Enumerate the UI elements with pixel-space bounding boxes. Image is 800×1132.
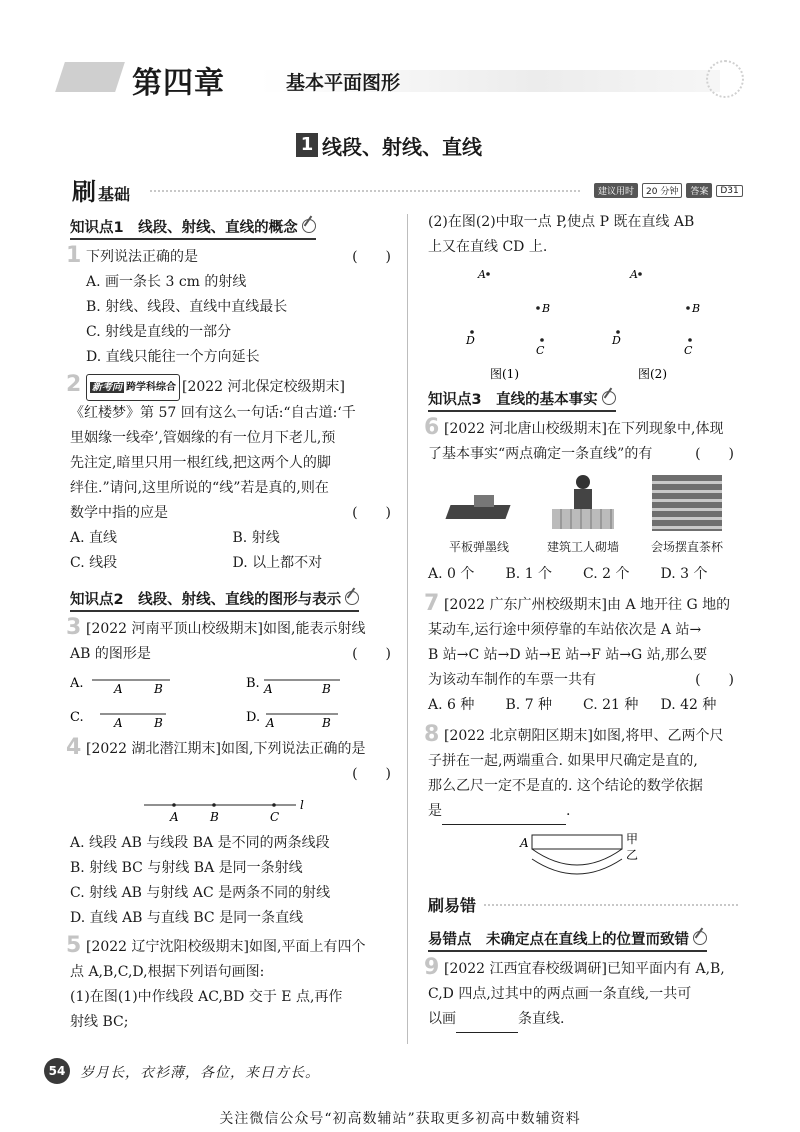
q4-label-b: B xyxy=(210,810,219,824)
q3-option-d-label: D. xyxy=(246,710,261,725)
tag-new: 新考向 xyxy=(92,382,122,393)
ruler-yi-edge xyxy=(532,849,622,865)
ruler-jia xyxy=(532,835,622,849)
answer-paren: ( ) xyxy=(695,672,734,688)
q1-option-b: B. 射线、线段、直线中直线最长 xyxy=(86,299,288,315)
q7-line1: [2022 广东广州校级期末]由 A 地开往 G 地的 xyxy=(444,597,731,613)
q8-label-jia: 甲 xyxy=(626,832,639,846)
question-number: 5 xyxy=(66,933,82,958)
question-1 xyxy=(66,243,395,370)
q2-line1: 《红楼梦》第 57 回有这么一句话:“自古道:‘千 xyxy=(70,405,356,421)
q1-option-a: A. 画一条长 3 cm 的射线 xyxy=(86,274,247,290)
photo-bricklaying xyxy=(538,475,628,560)
q9-line2: C,D 四点,过其中的两点画一条直线,一共可 xyxy=(428,986,692,1002)
q8-line3: 那么乙尺一定不是直的. 这个结论的数学依据 xyxy=(428,778,703,794)
q4-point-b xyxy=(212,803,216,807)
question-3 xyxy=(66,615,395,727)
q9-line1: [2022 江西宜春校级调研]已知平面内有 A,B, xyxy=(444,961,725,977)
fig2-point-b xyxy=(686,306,690,310)
shua-yicuo-heading xyxy=(428,893,738,916)
shua-big: 刷 xyxy=(72,178,96,206)
q3-d-pt-b: B xyxy=(322,716,331,727)
right-column xyxy=(424,210,738,1035)
fig1-point-b xyxy=(536,306,540,310)
q2-option-c: C. 线段 xyxy=(70,555,118,571)
q4-point-a xyxy=(172,803,176,807)
q9-line4: 条直线. xyxy=(518,1011,565,1027)
q4-option-d: D. 直线 AB 与直线 BC 是同一条直线 xyxy=(70,910,304,926)
answer-paren: ( ) xyxy=(352,646,391,662)
photo-caption-3: 会场摆直茶杯 xyxy=(650,540,723,554)
chapter-banner xyxy=(60,56,750,102)
q6-option-b: B. 1 个 xyxy=(505,566,553,582)
q8-line5: . xyxy=(566,803,571,819)
q6-option-d: D. 3 个 xyxy=(660,566,708,582)
tag-text: 跨学科综合 xyxy=(126,382,176,393)
banner-decoration-icon xyxy=(706,60,744,98)
knowledge-point-3 xyxy=(428,388,616,409)
q4-option-a: A. 线段 AB 与线段 BA 是不同的两条线段 xyxy=(70,835,330,851)
photo-caption-2: 建筑工人砌墙 xyxy=(546,540,619,554)
q7-option-c: C. 21 种 xyxy=(583,697,639,713)
shua-small: 基础 xyxy=(98,185,131,204)
q3-line1: [2022 河南平顶山校级期末]如图,能表示射线 xyxy=(86,621,366,637)
q7-options xyxy=(428,693,738,718)
question-9 xyxy=(424,955,738,1033)
time-info xyxy=(594,183,743,198)
q2-line2: 里姻缘一线牵’,管姻缘的有一位月下老儿,预 xyxy=(70,430,336,446)
time-label: 建议用时 xyxy=(594,183,638,198)
q1-option-c: C. 射线是直线的一部分 xyxy=(86,324,232,340)
section-number: 1 xyxy=(296,133,318,157)
fig2-point-c xyxy=(688,338,692,342)
answer-paren: ( ) xyxy=(352,505,391,521)
footer-motto: 岁月长，衣衫薄，各位，来日方长。 xyxy=(80,1065,320,1081)
q1-option-d: D. 直线只能往一个方向延长 xyxy=(86,349,260,365)
q4-option-c: C. 射线 AB 与射线 AC 是两条不同的射线 xyxy=(70,885,331,901)
fig2-point-a xyxy=(638,272,642,276)
q4-line1: [2022 湖北潜江期末]如图,下列说法正确的是 xyxy=(86,741,366,757)
q2-option-a: A. 直线 xyxy=(70,530,118,546)
q2-line5: 数学中指的应是 xyxy=(70,505,168,521)
q8-label-yi: 乙 xyxy=(626,848,639,862)
q7-option-d: D. 42 种 xyxy=(660,697,717,713)
pen-icon xyxy=(602,391,616,405)
shua-yicuo-text: 刷易错 xyxy=(428,896,477,915)
answer-paren: ( ) xyxy=(352,766,391,782)
q6-option-a: A. 0 个 xyxy=(428,566,475,582)
q1-stem: 下列说法正确的是 xyxy=(86,249,198,265)
pen-icon xyxy=(693,931,707,945)
question-4 xyxy=(66,735,395,931)
chapter-title: 基本平面图形 xyxy=(286,72,401,94)
kp1-text: 知识点1 线段、射线、直线的概念 xyxy=(70,220,298,236)
heading-dotted-rule xyxy=(150,190,580,192)
watermark-text: 关注微信公众号“初高数辅站”获取更多初高中数辅资料 xyxy=(219,1111,581,1127)
q2-option-b: B. 射线 xyxy=(232,530,280,546)
answer-ref: D31 xyxy=(716,185,742,197)
teacups-image xyxy=(652,475,722,531)
q8-label-a: A xyxy=(520,836,529,850)
question-number: 9 xyxy=(424,955,440,980)
q5-line2: 点 A,B,C,D,根据下列语句画图: xyxy=(70,964,265,980)
q8-line1: [2022 北京朝阳区期末]如图,将甲、乙两个尺 xyxy=(444,728,724,744)
q4-label-c: C xyxy=(270,810,280,824)
q7-option-a: A. 6 种 xyxy=(428,697,475,713)
q3-a-pt-a: A xyxy=(114,682,123,696)
q4-figure xyxy=(70,787,390,831)
fig2-label-a: A xyxy=(630,268,638,281)
question-number: 1 xyxy=(66,243,82,268)
shua-yicuo-rule xyxy=(484,904,738,906)
kp2-text: 知识点2 线段、射线、直线的图形与表示 xyxy=(70,592,342,608)
q2-line4: 绊住.”请问,这里所说的“线”若是真的,则在 xyxy=(70,480,329,496)
q4-point-c xyxy=(272,803,276,807)
fig1-label-c: C xyxy=(536,344,545,357)
knowledge-point-2 xyxy=(70,588,359,609)
fig1-label-a: A xyxy=(478,268,486,281)
q4-label-l: l xyxy=(300,798,304,812)
pen-icon xyxy=(302,219,316,233)
q3-option-c-label: C. xyxy=(70,710,84,725)
question-number: 3 xyxy=(66,615,82,640)
pen-icon xyxy=(345,591,359,605)
q5-right-line1: (2)在图(2)中取一点 P,使点 P 既在直线 AB xyxy=(428,214,695,230)
section-title-text: 线段、射线、直线 xyxy=(322,134,482,159)
shua-jichu-heading xyxy=(72,172,130,207)
fig1-caption: 图(1) xyxy=(490,367,519,381)
question-number: 4 xyxy=(66,735,82,760)
question-8 xyxy=(424,722,738,883)
column-divider xyxy=(407,214,408,1044)
q8-figure xyxy=(428,825,738,883)
q7-line4: 为该动车制作的车票一共有 xyxy=(428,672,596,688)
photo-ink-line xyxy=(434,475,524,560)
q6-option-c: C. 2 个 xyxy=(583,566,630,582)
question-5 xyxy=(66,933,395,1035)
q4-option-b: B. 射线 BC 与射线 BA 是同一条射线 xyxy=(70,860,303,876)
photo-caption-1: 平板弹墨线 xyxy=(448,540,509,554)
kp3-text: 知识点3 直线的基本事实 xyxy=(428,392,598,408)
q8-line2: 子拼在一起,两端重合. 如果甲尺确定是直的, xyxy=(428,753,698,769)
kp4-text: 易错点 未确定点在直线上的位置而致错 xyxy=(428,932,689,948)
fig1-point-c xyxy=(540,338,544,342)
q6-photos xyxy=(428,475,738,560)
q7-option-b: B. 7 种 xyxy=(505,697,553,713)
q8-line4: 是 xyxy=(428,803,442,819)
q3-d-pt-a: A xyxy=(266,716,275,727)
q2-source: [2022 河北保定校级期末] xyxy=(182,379,346,395)
section-title xyxy=(296,128,482,162)
q9-line3: 以画 xyxy=(428,1011,456,1027)
question-7 xyxy=(424,591,738,718)
q8-answer-blank[interactable] xyxy=(442,799,566,825)
q3-line2: AB 的图形是 xyxy=(70,646,151,662)
q3-option-b-label: B. xyxy=(246,676,260,691)
question-number: 8 xyxy=(424,722,440,747)
chapter-number: 第四章 xyxy=(132,66,225,101)
fig1-label-b: B xyxy=(542,302,551,315)
q3-b-pt-b: B xyxy=(322,682,331,696)
q3-c-pt-b: B xyxy=(154,716,163,727)
q5-line4: 射线 BC; xyxy=(70,1014,129,1030)
q5-right-line2: 上又在直线 CD 上. xyxy=(428,239,548,255)
question-2 xyxy=(66,372,395,576)
q6-line1: [2022 河北唐山校级期末]在下列现象中,体现 xyxy=(444,421,724,437)
answer-label: 答案 xyxy=(686,183,712,198)
time-value: 20 分钟 xyxy=(642,183,682,198)
bricklaying-image xyxy=(548,475,618,531)
ink-line-image xyxy=(444,475,514,531)
question-number: 7 xyxy=(424,591,440,616)
q5-line3: (1)在图(1)中作线段 AC,BD 交于 E 点,再作 xyxy=(70,989,343,1005)
banner-stripe xyxy=(55,62,125,92)
fig2-caption: 图(2) xyxy=(638,367,667,381)
knowledge-point-4 xyxy=(428,928,707,949)
q3-option-a-label: A. xyxy=(70,676,84,691)
question-number: 2 xyxy=(66,372,82,397)
fig1-label-d: D xyxy=(466,334,475,347)
question-number: 6 xyxy=(424,415,440,440)
q5-line1: [2022 辽宁沈阳校级期末]如图,平面上有四个 xyxy=(86,939,366,955)
q3-option-figures xyxy=(70,667,390,727)
q7-line2: 某动车,运行途中须停靠的车站依次是 A 站→ xyxy=(428,622,702,638)
q3-b-pt-a: A xyxy=(264,682,273,696)
fig1-point-a xyxy=(486,272,490,276)
fig2-label-b: B xyxy=(692,302,701,315)
left-column xyxy=(66,210,395,1037)
q5-figures xyxy=(428,260,738,382)
photo-teacups xyxy=(642,475,732,560)
fig2-label-d: D xyxy=(612,334,621,347)
q2-line3: 先注定,暗里只用一根红线,把这两个人的脚 xyxy=(70,455,331,471)
q4-label-a: A xyxy=(170,810,179,824)
q6-options xyxy=(428,562,738,587)
q3-c-pt-a: A xyxy=(114,716,123,727)
new-trend-tag xyxy=(86,374,180,401)
q7-line3: B 站→C 站→D 站→E 站→F 站→G 站,那么要 xyxy=(428,647,708,663)
knowledge-point-1 xyxy=(70,216,316,237)
question-6 xyxy=(424,415,738,587)
q3-a-pt-b: B xyxy=(154,682,163,696)
q9-answer-blank[interactable] xyxy=(456,1007,518,1033)
answer-paren: ( ) xyxy=(695,446,734,462)
q2-option-d: D. 以上都不对 xyxy=(232,555,323,571)
fig2-label-c: C xyxy=(684,344,693,357)
page-number: 54 xyxy=(44,1058,70,1084)
answer-paren: ( ) xyxy=(352,249,391,265)
ruler-yi-lower-edge xyxy=(532,859,622,874)
q6-line2: 了基本事实“两点确定一条直线”的有 xyxy=(428,446,653,462)
